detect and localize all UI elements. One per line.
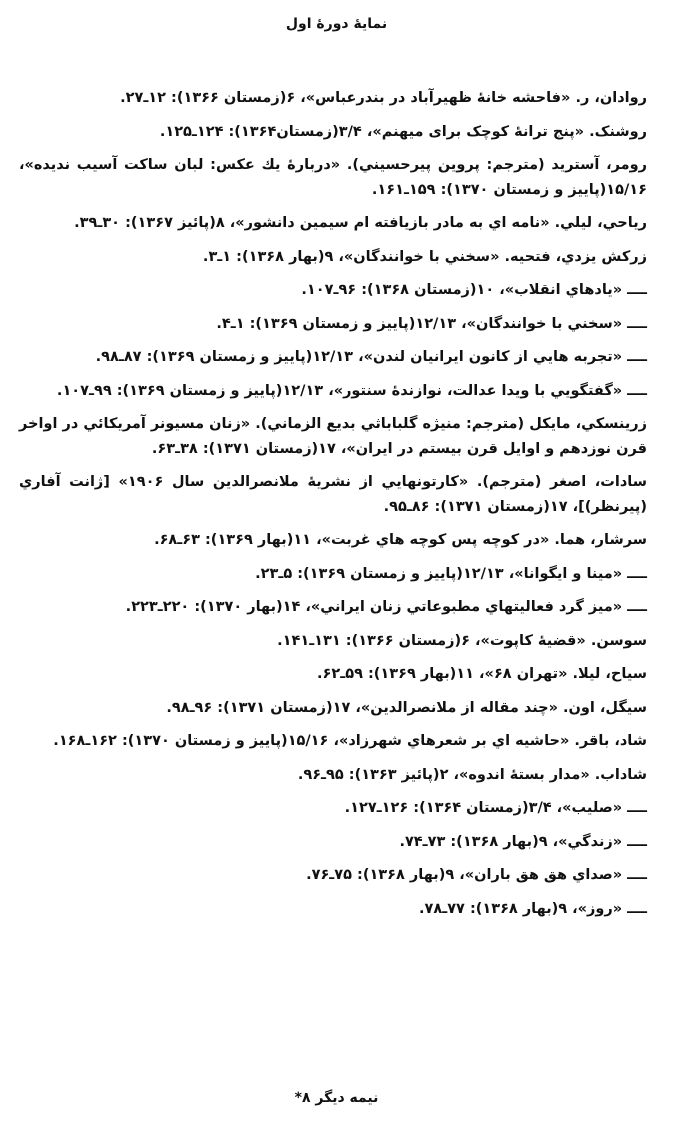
bibliography-entry: سياح، ليلا. «تهران ۶۸»، ۱۱(بهار ۱۳۶۹): ۵۹ـ۶۲. xyxy=(317,666,647,682)
bibliography-entry: ــــ «روز»، ۹(بهار ۱۳۶۸): ۷۷ـ۷۸. xyxy=(419,900,647,917)
bibliography-entry: ــــ «صداي هق هق باران»، ۹(بهار ۱۳۶۸): ۷۵ـ۷۶. xyxy=(306,867,647,883)
bibliography-entry: ــــ «تجربه هايي از كانون ايرانيان لندن»، ۱۲/۱۳(پاييز و زمستان ۱۳۶۹): ۸۷ـ۹۸. xyxy=(95,349,647,365)
bibliography-entry: زركش يزدي، فتحيه. «سخني با خوانندگان»، ۹(بهار ۱۳۶۸): ۱ـ۳. xyxy=(202,248,647,265)
bibliography-entry: ــــ «يادهاي انقلاب»، ۱۰(زمستان ۱۳۶۸): ۹۶ـ۱۰۷. xyxy=(301,282,647,298)
bibliography-entry: روادان، ر. «فاحشه خانهٔ ظهیرآباد در بندرعباس»، ۶(زمستان ۱۳۶۶): ۱۲ـ۲۷. xyxy=(120,90,647,106)
page-footer: نيمه ديگر ۸* xyxy=(294,1090,379,1106)
bibliography-entry: ــــ «زندگي»، ۹(بهار ۱۳۶۸): ۷۳ـ۷۴. xyxy=(399,833,647,850)
bibliography-entry: سوسن. «قضيهٔ كاپوت»، ۶(زمستان ۱۳۶۶): ۱۳۱ـ۱۴۱. xyxy=(277,632,647,649)
bibliography-entry: ــــ «سخني با خوانندگان»، ۱۲/۱۳(پاييز و زمستان ۱۳۶۹): ۱ـ۴. xyxy=(216,315,647,332)
bibliography-entry: سادات، اصغر (مترجم). «كارتونهايي از نشريهٔ ملانصرالدين سال ۱۹۰۶» [ژانت آفاري (پيرنظر)]، ۱۷(زمستان ۱۳۷۱): ۸۶ـ۹۵. xyxy=(19,474,647,515)
bibliography-entry: رياحي، ليلي. «نامه اي به مادر بازيافته ام سيمين دانشور»، ۸(پائيز ۱۳۶۷): ۳۰ـ۳۹. xyxy=(74,215,647,231)
bibliography-entry: زرينسكي، مايكل (مترجم: منيژه گلباباثي بديع الزماني). «زنان مسيونر آمريكائي در اواخر قرن نوزدهم و اوايل قرن بيستم در ايران»، ۱۷(زمستان ۱۳۷۱): ۳۸ـ۶۳. xyxy=(19,416,647,457)
bibliography-entry: روشنک. «پنج ترانهٔ کوچک برای میهنم»، ۳/۴(زمستان۱۳۶۴): ۱۲۴ـ۱۲۵. xyxy=(159,123,647,140)
bibliography-entry: رومر، آستريد (مترجم: پروين پيرحسيني). «دربارهٔ يك عكس: لبان ساكت آسيب نديده»، ۱۵/۱۶(پاييز و زمستان ۱۳۷۰): ۱۵۹ـ۱۶۱. xyxy=(19,157,647,198)
bibliography-list xyxy=(19,86,647,930)
bibliography-entry: ــــ «صليب»، ۳/۴(زمستان ۱۳۶۴): ۱۲۶ـ۱۲۷. xyxy=(344,800,647,816)
bibliography-entry: سرشار، هما. «در كوچه پس كوچه هاي غربت»، ۱۱(بهار ۱۳۶۹): ۶۳ـ۶۸. xyxy=(154,532,647,548)
bibliography-entry: ــــ «ميز گرد فعاليتهاي مطبوعاتي زنان ايراني»، ۱۴(بهار ۱۳۷۰): ۲۲۰ـ۲۲۳. xyxy=(125,599,647,615)
bibliography-entry: ــــ «گفتگويي با ويدا عدالت، نوازندهٔ سنتور»، ۱۲/۱۳(پاييز و زمستان ۱۳۶۹): ۹۹ـ۱۰۷. xyxy=(56,382,647,399)
bibliography-entry: شاد، باقر. «حاشيه اي بر شعرهاي شهرزاد»، ۱۵/۱۶(پاييز و زمستان ۱۳۷۰): ۱۶۲ـ۱۶۸. xyxy=(53,733,647,749)
bibliography-entry: سيگل، اون. «چند مقاله از ملانصرالدين»، ۱۷(زمستان ۱۳۷۱): ۹۶ـ۹۸. xyxy=(166,699,647,716)
bibliography-entry: ــــ «مينا و ايگوانا»، ۱۲/۱۳(پاييز و زمستان ۱۳۶۹): ۵ـ۲۳. xyxy=(255,565,647,582)
bibliography-entry: شاداب. «مدار بستهٔ اندوه»، ۲(پائيز ۱۳۶۳): ۹۵ـ۹۶. xyxy=(297,766,647,783)
page-header: نمایهٔ دورهٔ اول xyxy=(285,16,388,32)
